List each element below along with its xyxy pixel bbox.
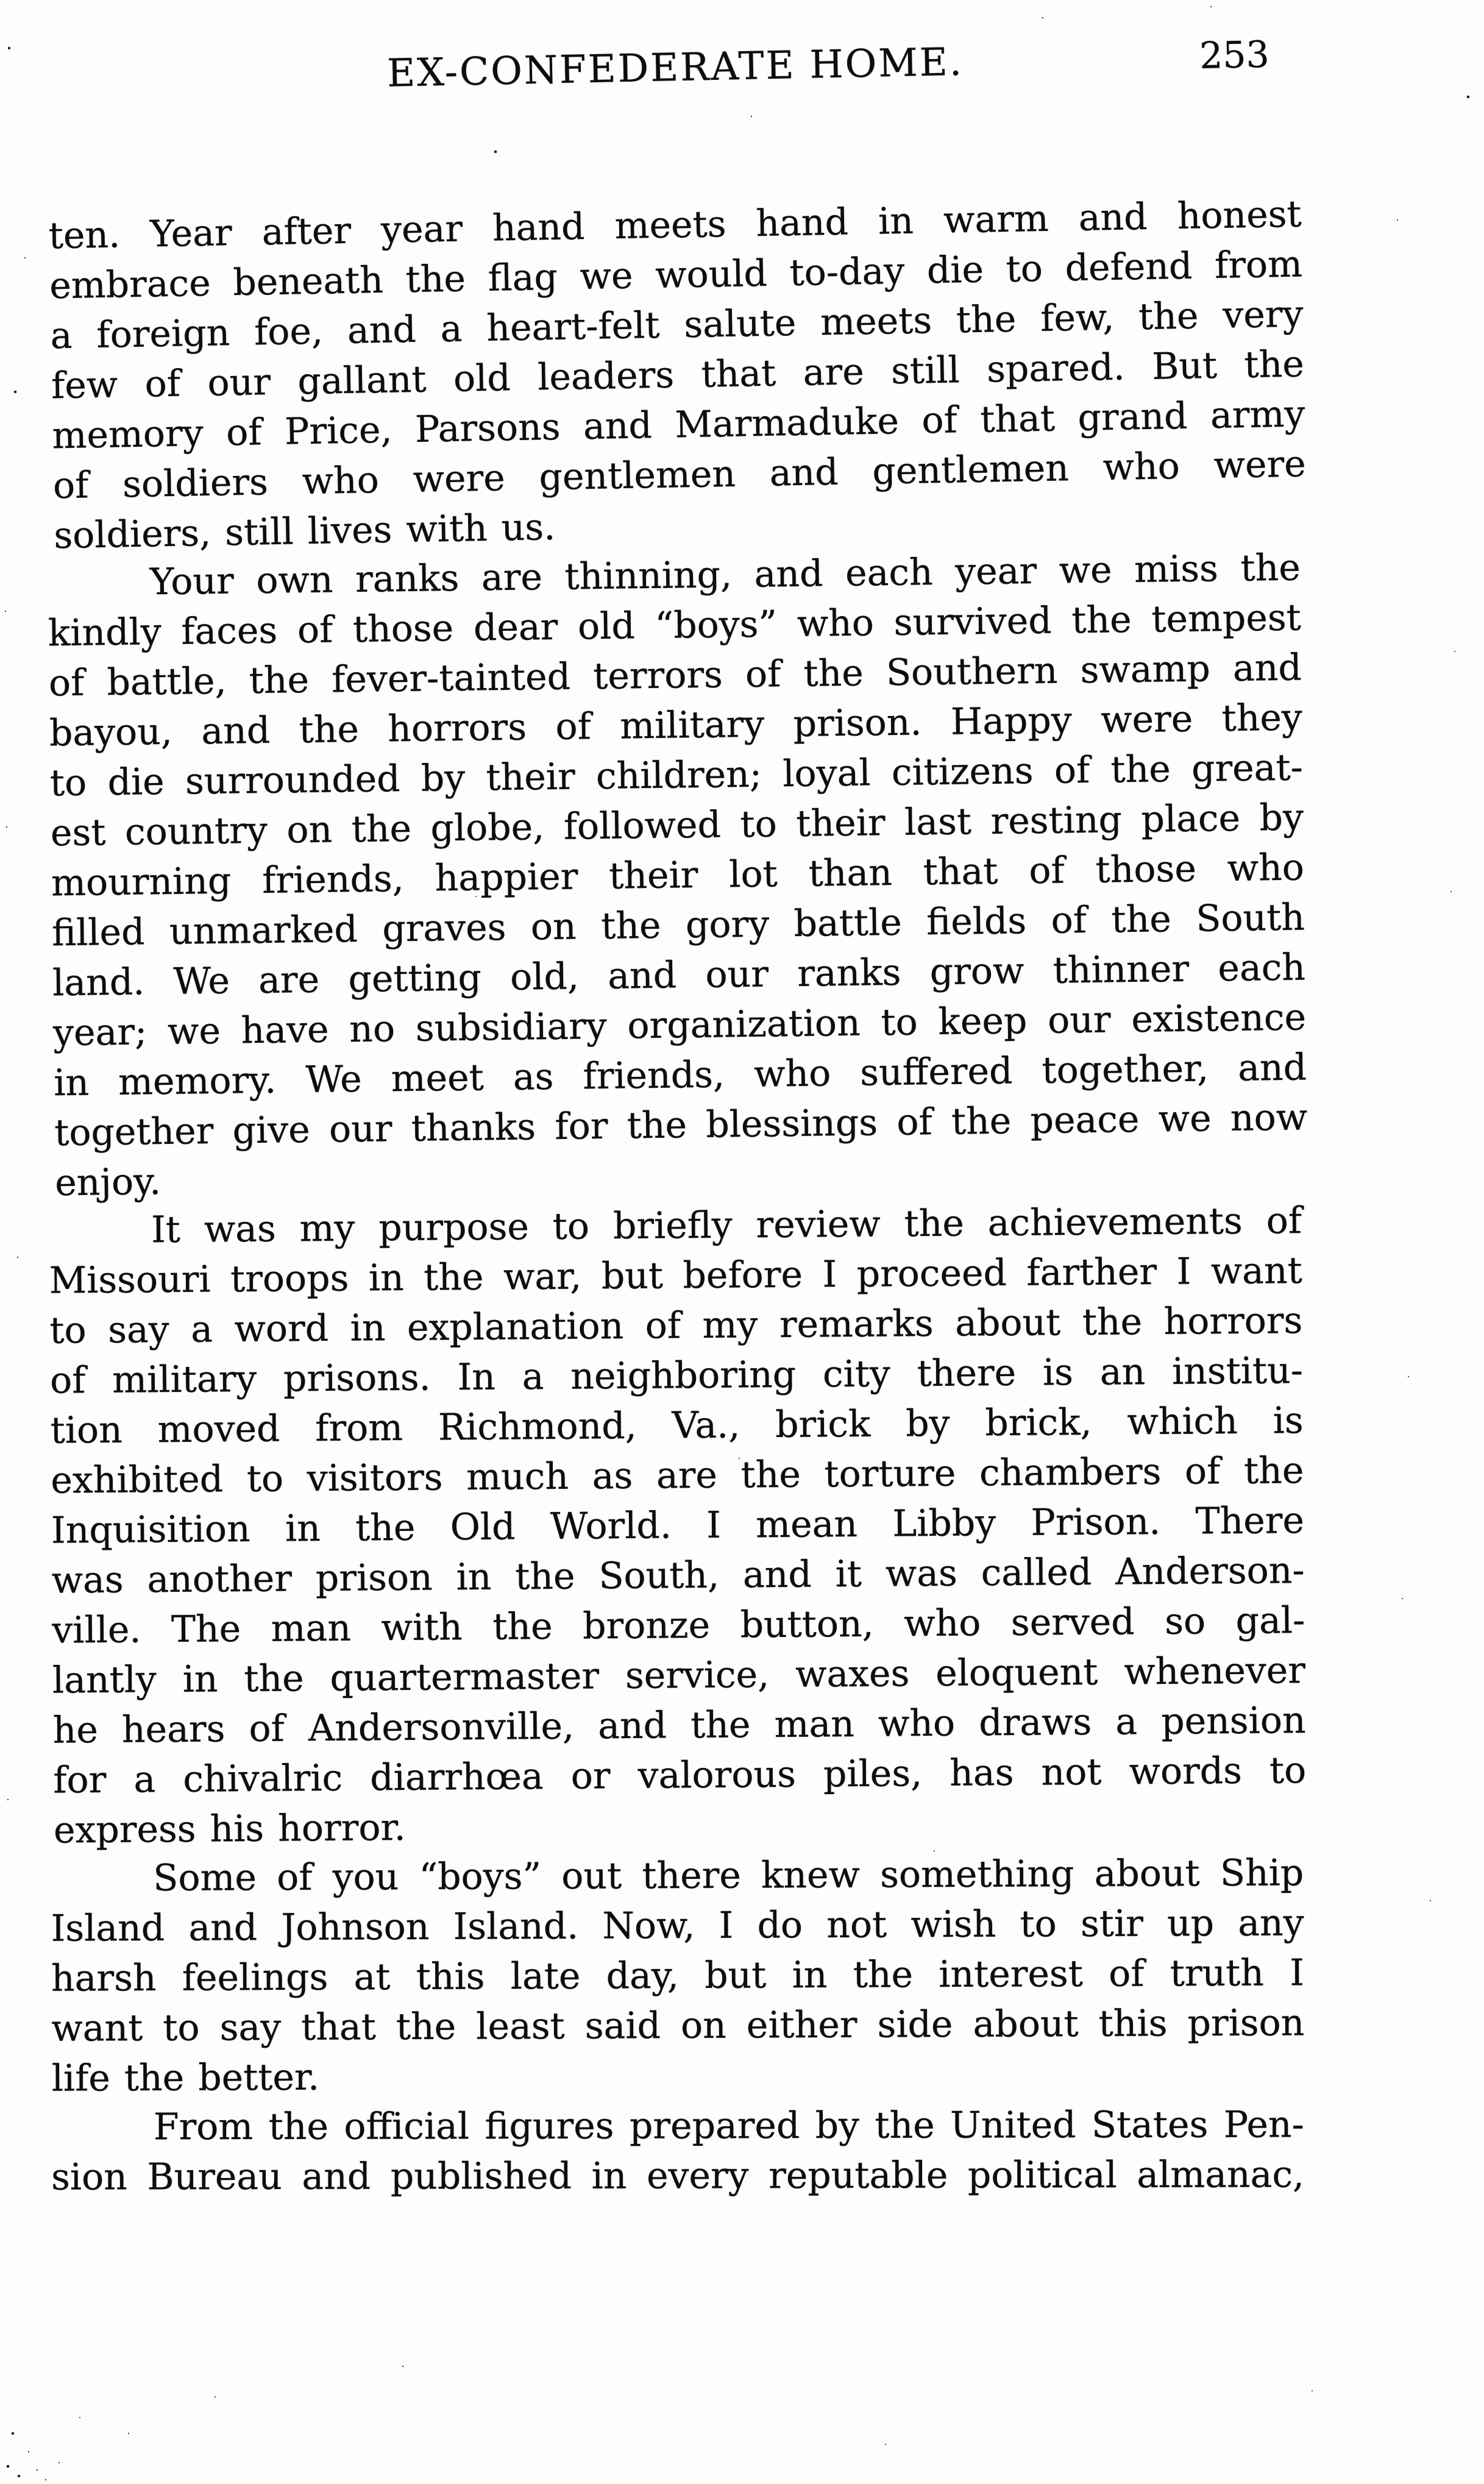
text-line: express his horror. [53, 1806, 406, 1852]
text-line: It was my purpose to briefly review the achievements of [151, 1199, 1302, 1252]
text-line: memory of Price, Parsons and Marmaduke of that grand army [51, 392, 1305, 458]
text-line: sion Bureau and published in every reputable political almanac, [51, 2153, 1305, 2199]
text-line: Missouri troops in the war, but before I proceed farther I want [49, 1249, 1302, 1302]
text-line: ten. Year after year hand meets hand in warm and honest [48, 193, 1302, 258]
text-line: few of our gallant old leaders that are still spared. But the [51, 342, 1305, 408]
text-line: for a chivalric diarrhœa or valorous piles, has not words to [53, 1749, 1307, 1802]
text-line: Island and Johnson Island. Now, I do not wish to stir up any [51, 1901, 1304, 1950]
text-line: Some of you “boys” out there knew something about Ship [153, 1851, 1304, 1900]
page-body [48, 193, 1308, 2201]
scan-noise-speckles [0, 0, 1, 1]
paragraph [51, 2099, 1304, 2202]
text-line: was another prison in the South, and it was called Anderson- [51, 1549, 1305, 1602]
text-line: kindly faces of those dear old “boys” who survived the tempest [48, 596, 1302, 655]
running-title: EX-CONFEDERATE HOME. [386, 39, 964, 96]
text-line: in memory. We meet as friends, who suffered together, and [53, 1046, 1307, 1105]
text-line: exhibited to visitors much as are the torture chambers of the [51, 1449, 1304, 1502]
text-line: together give our thanks for the blessings of the peace we now [54, 1096, 1308, 1155]
text-line: bayou, and the horrors of military prison. Happy were they [49, 696, 1303, 755]
text-line: est country on the globe, followed to their last resting place by [50, 796, 1304, 855]
text-line: life the better. [51, 2056, 320, 2100]
paragraph [47, 543, 1308, 1208]
text-line: Inquisition in the Old World. I mean Libby Prison. There [51, 1499, 1305, 1552]
text-line: a foreign foe, and a heart-felt salute meets the few, the very [50, 293, 1304, 358]
text-line: of soldiers who were gentlemen and gentlemen who were [52, 442, 1307, 508]
text-line: lantly in the quartermaster service, waxes eloquent whenever [52, 1649, 1306, 1702]
text-line: to say a word in explanation of my remarks about the horrors [49, 1299, 1303, 1352]
text-line: land. We are getting old, and our ranks grow thinner each [52, 946, 1306, 1005]
text-line: embrace beneath the flag we would to-day die to defend from [49, 243, 1303, 308]
text-line: want to say that the least said on either side about this prison [51, 2001, 1305, 2050]
text-line: harsh feelings at this late day, but in the interest of truth I [51, 1951, 1305, 2000]
text-line: he hears of Andersonville, and the man who draws a pension [52, 1699, 1306, 1752]
text-line: year; we have no subsidiary organization to keep our existence [52, 996, 1307, 1055]
text-line: ville. The man with the bronze button, who served so gal- [52, 1599, 1305, 1652]
text-line: Your own ranks are thinning, and each year we miss the [149, 546, 1301, 604]
page-header [0, 29, 1484, 108]
text-line: From the official figures prepared by the United States Pen- [153, 2103, 1304, 2149]
text-line: to die surrounded by their children; loyal citizens of the great- [49, 746, 1304, 805]
text-line: soldiers, still lives with us. [53, 505, 556, 558]
paragraph [49, 1196, 1307, 1855]
text-line: enjoy. [54, 1160, 162, 1205]
page-number: 253 [1199, 33, 1270, 77]
text-line: of military prisons. In a neighboring city there is an institu- [49, 1349, 1304, 1402]
text-line: mourning friends, happier their lot than that of those who [51, 846, 1305, 905]
text-line: tion moved from Richmond, Va., brick by brick, which is [50, 1399, 1304, 1452]
text-line: of battle, the fever-tainted terrors of the Southern swamp and [48, 646, 1302, 705]
paragraph [48, 190, 1307, 561]
paragraph [51, 1848, 1305, 2103]
text-line: filled unmarked graves on the gory battle fields of the South [51, 896, 1305, 955]
